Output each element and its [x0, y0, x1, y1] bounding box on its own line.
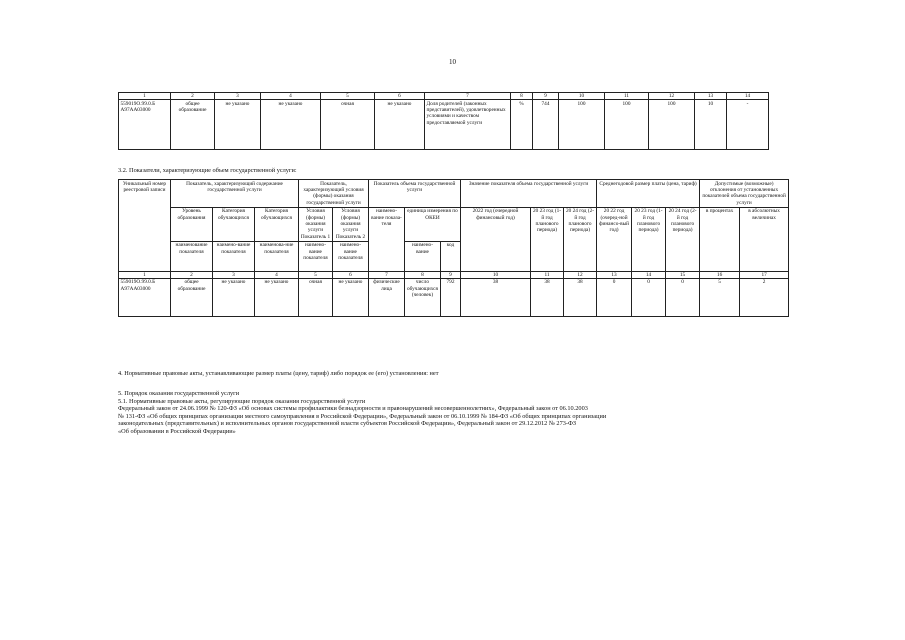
- col-number: 13: [695, 93, 727, 100]
- col-number: 15: [666, 271, 700, 278]
- section-5-1-heading: 5.1. Нормативные правовые акты, регулирующие порядок оказания государственной услуги: [118, 397, 366, 405]
- table-cell: очная: [321, 100, 375, 150]
- col-number: 16: [700, 271, 740, 278]
- column-number-row: [119, 93, 769, 100]
- table-cell: общее образование: [171, 100, 215, 150]
- table-cell: 792: [441, 278, 461, 316]
- header-deviation: Допустимые (возможные) отклонения от установленных показателей объема государственной услуги: [700, 180, 789, 208]
- table-row: [119, 278, 789, 316]
- table-cell: 0: [666, 278, 700, 316]
- header-name-indicator: наимено-вание показателя: [299, 241, 333, 271]
- header-unit-code: код: [441, 241, 461, 271]
- legal-acts-line: № 131-ФЗ «Об общих принципах организации местного самоуправления в Российской Федерации», Федеральный закон от 06.10.1999 № 184-ФЗ «Об общих принципах организации: [118, 412, 607, 420]
- header-category-pupils: Категория обучающихся: [255, 207, 299, 241]
- col-number: 10: [559, 93, 605, 100]
- header-unit-name: наимено-вание: [405, 241, 441, 271]
- col-number: 5: [299, 271, 333, 278]
- page-number: 10: [449, 58, 456, 66]
- col-number: 14: [632, 271, 666, 278]
- header-in-percent: в процентах: [700, 207, 740, 271]
- table-cell: 5: [700, 278, 740, 316]
- table-cell: очная: [299, 278, 333, 316]
- registry-code: 559019О.99.0.Б А97АА03000: [119, 100, 171, 150]
- column-number-row: [119, 271, 789, 278]
- table-cell: не указано: [261, 100, 321, 150]
- col-number: 13: [597, 271, 632, 278]
- header-conditions: Показатель, характеризующий условия (формы) оказания государственной услуги: [299, 180, 369, 208]
- col-number: 3: [213, 271, 255, 278]
- header-level: Уровень образования: [171, 207, 213, 241]
- col-number: 2: [171, 93, 215, 100]
- table-cell: не указано: [215, 100, 261, 150]
- header-cond-form-1: Условия (формы) оказания услуги Показатель 1: [299, 207, 333, 241]
- header-values: Значение показателя объема государственной услуги: [461, 180, 597, 208]
- table-cell: 38: [531, 278, 564, 316]
- header-price-2023: 20 23 год (1-й год планового периода): [632, 207, 666, 271]
- header-avg-price: Среднегодовой размер платы (цена, тариф): [597, 180, 700, 208]
- legal-acts-line: Федеральный закон от 24.06.1999 № 120-ФЗ «Об основах системы профилактики безнадзорности и правонарушений несовершеннолетних», Федеральный закон от 06.10.2003: [118, 405, 588, 413]
- col-number: 11: [531, 271, 564, 278]
- header-content: Показатель, характеризующий содержание государственной услуги: [171, 180, 299, 208]
- table-cell: 100: [649, 100, 695, 150]
- col-number: 6: [375, 93, 425, 100]
- col-number: 17: [740, 271, 789, 278]
- col-number: 7: [425, 93, 511, 100]
- legal-acts-line: законодательных (представительных) и исполнительных органов государственной власти субъектов Российской Федерации», Федеральный закон от 29.12.2012 № 273-ФЗ: [118, 420, 577, 428]
- table-cell: 10: [695, 100, 727, 150]
- col-number: 7: [369, 271, 405, 278]
- indicator-name: Доля родителей (законных представителей), удовлетворенных условиями и качеством предоставляемой услуги: [425, 100, 511, 150]
- header-volume-name: наимено-вание показа-теля: [369, 207, 405, 271]
- table-cell: %: [511, 100, 533, 150]
- section-5-block: [118, 390, 808, 436]
- col-number: 2: [171, 271, 213, 278]
- col-number: 12: [564, 271, 597, 278]
- col-number: 3: [215, 93, 261, 100]
- col-number: 9: [533, 93, 559, 100]
- table-cell: не указано: [333, 278, 369, 316]
- table-cell: 100: [605, 100, 649, 150]
- table-cell: 0: [632, 278, 666, 316]
- table-cell: число обучающихся (человек): [405, 278, 441, 316]
- col-number: 4: [261, 93, 321, 100]
- col-number: 6: [333, 271, 369, 278]
- table-cell: не указано: [375, 100, 425, 150]
- header-volume: Показатель объема государственной услуги: [369, 180, 461, 208]
- section-4-text: 4. Нормативные правовые акты, устанавливающие размер платы (цену, тариф) либо порядок ее (его) установления: нет: [118, 370, 439, 377]
- table-cell: не указано: [213, 278, 255, 316]
- col-number: 8: [511, 93, 533, 100]
- col-number: 9: [441, 271, 461, 278]
- header-name-indicator: наимено-вание показателя: [333, 241, 369, 271]
- table-cell: не указано: [255, 278, 299, 316]
- header-year-2022: 2022 год (очередной финансовый год): [461, 207, 531, 271]
- header-price-2024: 20 24 год (2-й год планового периода): [666, 207, 700, 271]
- header-name-indicator: наименование показателя: [171, 241, 213, 271]
- col-number: 1: [119, 271, 171, 278]
- table-cell: 38: [461, 278, 531, 316]
- table-cell: 744: [533, 100, 559, 150]
- volume-indicators-table: [118, 179, 789, 317]
- col-number: 5: [321, 93, 375, 100]
- legal-acts-line: «Об образовании в Российской Федерации»: [118, 427, 236, 435]
- header-cond-form-2: Условия (формы) оказания услуги Показатель 2: [333, 207, 369, 241]
- table-cell: физические лица: [369, 278, 405, 316]
- col-number: 11: [605, 93, 649, 100]
- header-name-indicator: наимено-вание показателя: [213, 241, 255, 271]
- header-price-2022: 20 22 год (очеред-ной финансо-вый год): [597, 207, 632, 271]
- header-year-2023: 20 23 год (1-й год планового периода): [531, 207, 564, 271]
- col-number: 4: [255, 271, 299, 278]
- col-number: 1: [119, 93, 171, 100]
- header-year-2024: 20 24 год (2-й год планового периода): [564, 207, 597, 271]
- col-number: 8: [405, 271, 441, 278]
- col-number: 10: [461, 271, 531, 278]
- table-row: [119, 100, 769, 150]
- table-cell: 100: [559, 100, 605, 150]
- quality-indicators-table: [118, 92, 769, 150]
- table-cell: 0: [597, 278, 632, 316]
- header-name-indicator: наименова-ние показателя: [255, 241, 299, 271]
- table-cell: 38: [564, 278, 597, 316]
- header-category: Категория обучающихся: [213, 207, 255, 241]
- table-cell: -: [727, 100, 769, 150]
- header-registry: Уникальный номер реестровой записи: [119, 180, 171, 272]
- col-number: 14: [727, 93, 769, 100]
- section-5-heading: 5. Порядок оказания государственной услуги: [118, 390, 240, 397]
- section-3-2-heading: 3.2. Показатели, характеризующие объем государственной услуги:: [118, 167, 297, 174]
- header-in-absolute: в абсолютных величинах: [740, 207, 789, 271]
- col-number: 12: [649, 93, 695, 100]
- table-cell: общее образование: [171, 278, 213, 316]
- table-cell: 2: [740, 278, 789, 316]
- header-unit-okei: единица измерения по ОКЕИ: [405, 207, 461, 241]
- registry-code: 559019О.99.0.Б А97АА03000: [119, 278, 171, 316]
